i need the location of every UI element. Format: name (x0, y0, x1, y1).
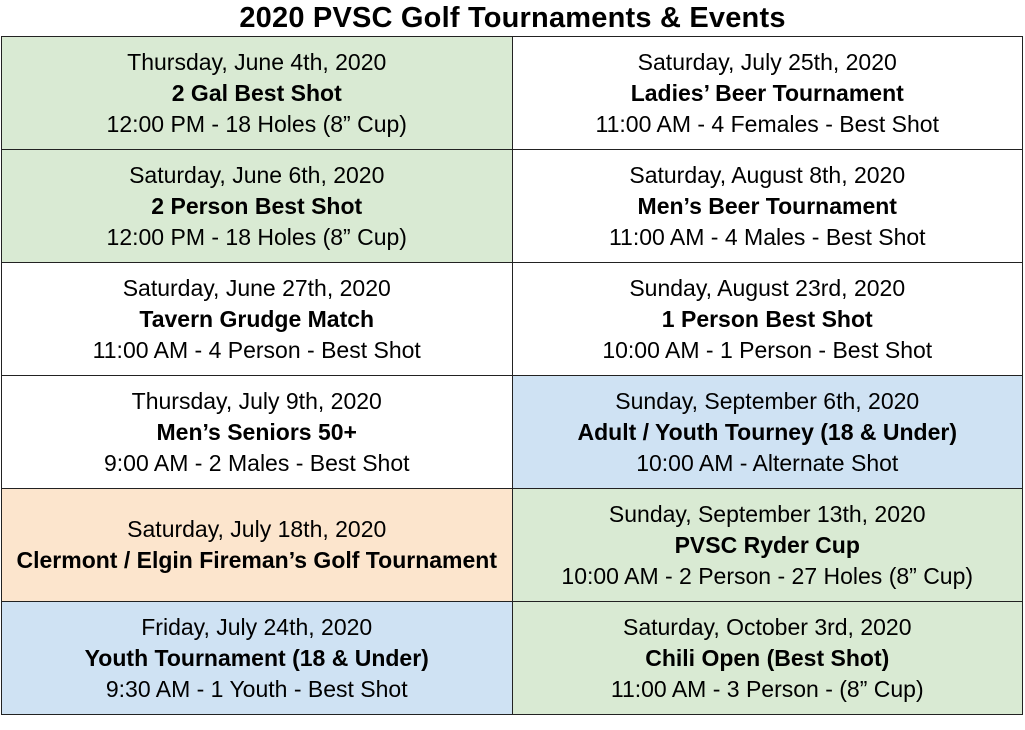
event-cell (2, 150, 513, 263)
event-cell (512, 37, 1023, 150)
event-date: Friday, July 24th, 2020 (141, 613, 373, 640)
event-cell (2, 263, 513, 376)
event-date: Thursday, June 4th, 2020 (127, 48, 387, 75)
event-name: 1 Person Best Shot (661, 305, 873, 332)
event-cell (512, 489, 1023, 602)
event-cell (512, 376, 1023, 489)
event-name: Men’s Beer Tournament (637, 192, 897, 219)
table-row (2, 489, 1023, 602)
table-row (2, 263, 1023, 376)
event-cell (512, 150, 1023, 263)
event-cell (512, 602, 1023, 715)
event-date: Saturday, July 25th, 2020 (637, 48, 897, 75)
event-date: Sunday, August 23rd, 2020 (629, 274, 906, 301)
event-detail: 10:00 AM - 2 Person - 27 Holes (8” Cup) (561, 562, 974, 589)
events-table (1, 36, 1023, 715)
table-row (2, 602, 1023, 715)
event-cell (2, 376, 513, 489)
event-name: Youth Tournament (18 & Under) (84, 644, 429, 671)
event-date: Saturday, June 27th, 2020 (122, 274, 391, 301)
table-row (2, 37, 1023, 150)
event-cell (2, 489, 513, 602)
event-date: Sunday, September 6th, 2020 (615, 387, 920, 414)
event-detail: 12:00 PM - 18 Holes (8” Cup) (106, 223, 407, 250)
event-name: 2 Gal Best Shot (171, 79, 342, 106)
event-cell (2, 37, 513, 150)
event-detail: 11:00 AM - 4 Males - Best Shot (608, 223, 926, 250)
event-name: Tavern Grudge Match (139, 305, 375, 332)
event-name: Chili Open (Best Shot) (645, 644, 890, 671)
event-detail: 10:00 AM - 1 Person - Best Shot (602, 336, 933, 363)
table-row (2, 150, 1023, 263)
event-detail: 10:00 AM - Alternate Shot (636, 449, 899, 476)
event-date: Sunday, September 13th, 2020 (608, 500, 926, 527)
event-cell (512, 263, 1023, 376)
event-detail: 11:00 AM - 4 Females - Best Shot (595, 110, 939, 137)
event-name: 2 Person Best Shot (151, 192, 363, 219)
event-detail: 11:00 AM - 4 Person - Best Shot (92, 336, 421, 363)
event-date: Saturday, August 8th, 2020 (629, 161, 906, 188)
event-detail: 9:00 AM - 2 Males - Best Shot (103, 449, 410, 476)
table-row (2, 376, 1023, 489)
event-date: Saturday, July 18th, 2020 (127, 516, 387, 542)
event-name: Ladies’ Beer Tournament (630, 79, 904, 106)
event-cell (2, 602, 513, 715)
event-detail: 11:00 AM - 3 Person - (8” Cup) (610, 675, 924, 702)
event-date: Saturday, June 6th, 2020 (129, 161, 385, 188)
event-name: Clermont / Elgin Fireman’s Golf Tournament (16, 547, 497, 573)
event-date: Saturday, October 3rd, 2020 (622, 613, 912, 640)
event-detail: 9:30 AM - 1 Youth - Best Shot (105, 675, 408, 702)
event-detail: 12:00 PM - 18 Holes (8” Cup) (106, 110, 407, 137)
page-title: 2020 PVSC Golf Tournaments & Events (239, 2, 786, 34)
event-name: Men’s Seniors 50+ (156, 418, 357, 445)
event-name: Adult / Youth Tourney (18 & Under) (577, 418, 957, 445)
event-name: PVSC Ryder Cup (674, 531, 860, 558)
event-date: Thursday, July 9th, 2020 (131, 387, 382, 414)
